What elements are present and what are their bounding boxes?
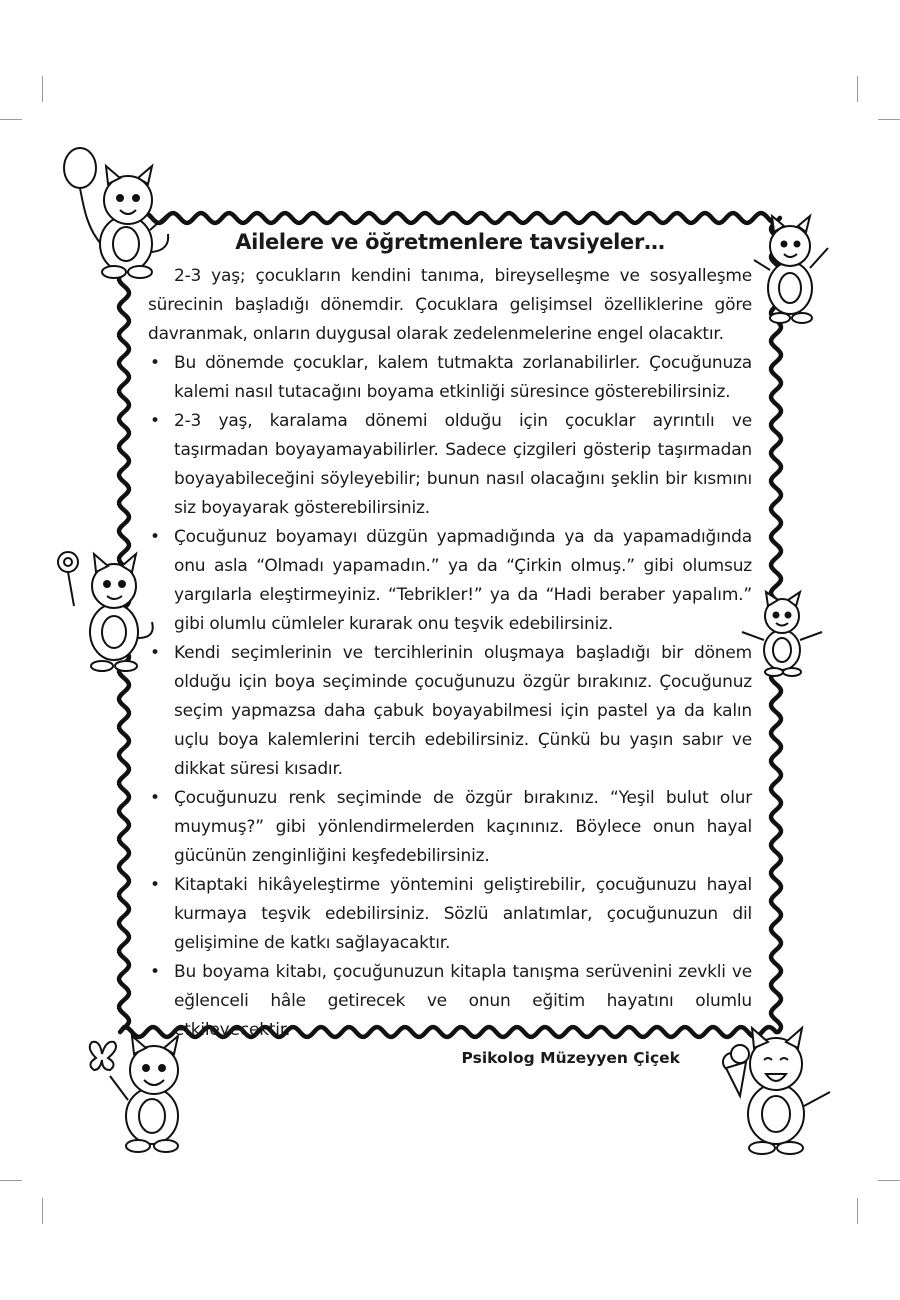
bullet-icon: • [150, 962, 160, 982]
bullet-icon: • [150, 788, 160, 808]
list-item: • Çocuğunuzu renk seçiminde de özgür bırakınız. “Yeşil bulut olur muymuş?” gibi yönlendirmelerden kaçınınız. Böylece onun hayal gücünün zenginliğini keşfedebilirsiniz. [148, 784, 752, 871]
intro-paragraph: 2-3 yaş; çocukların kendini tanıma, bireyselleşme ve sosyalleşme sürecinin başladığı dönemdir. Çocuklara gelişimsel özelliklerine göre davranmak, onların duygusal olarak zedelenmelerine engel olacaktır. [148, 266, 752, 344]
advice-list [148, 349, 752, 1045]
list-item: • 2-3 yaş, karalama dönemi olduğu için çocuklar ayrıntılı ve taşırmadan boyayamayabilirler. Sadece çizgileri gösterip taşırmadan boyayabileceğini söyleyebilir; bunun nasıl olacağını şeklin bir kısmını siz boyayarak gösterebilirsiniz. [148, 407, 752, 523]
advice-text-panel [148, 222, 752, 1067]
bullet-icon: • [150, 527, 160, 547]
bullet-icon: • [150, 411, 160, 431]
cat-with-flower-illustration [52, 542, 162, 677]
butterfly-icon [90, 1042, 116, 1070]
author-signature: Psikolog Müzeyyen Çiçek [461, 1049, 680, 1067]
bullet-icon: • [150, 875, 160, 895]
page-title: Ailelere ve öğretmenlere tavsiyeler… [235, 230, 665, 254]
list-item: • Bu boyama kitabı, çocuğunuzun kitapla tanışma serüvenini zevkli ve eğlenceli hâle getirecek ve onun eğitim hayatını olumlu etkileyecektir. [148, 958, 752, 1045]
list-item: • Bu dönemde çocuklar, kalem tutmakta zorlanabilirler. Çocuğunuza kalemi nasıl tutacağını boyama etkinliği süresince gösterebilirsiniz. [148, 349, 752, 407]
list-item: • Kitaptaki hikâyeleştirme yöntemini geliştirebilir, çocuğunuzu hayal kurmaya teşvik edebilirsiniz. Sözlü anlatımlar, çocuğunuzun dil gelişimine de katkı sağlayacaktır. [148, 871, 752, 958]
cat-waving-illustration [742, 208, 842, 333]
bullet-icon: • [150, 353, 160, 373]
balloon-icon [64, 148, 96, 188]
bullet-icon: • [150, 643, 160, 663]
list-item: • Kendi seçimlerinin ve tercihlerinin oluşmaya başladığı bir dönem olduğu için boya seçiminde çocuğunuzu özgür bırakınız. Çocuğunuz seçim yapmazsa daha çabuk boyayabilmesi için pastel ya da kalın uçlu boya kalemlerini tercih edebilirsiniz. Çünkü bu yaşın sabır ve dikkat süresi kısadır. [148, 639, 752, 784]
list-item: • Çocuğunuz boyamayı düzgün yapmadığında ya da yapamadığında onu asla “Olmadı yapamadın.” ya da “Çirkin olmuş.” gibi olumsuz yargılarla eleştirmeyiniz. “Tebrikler!” ya da “Hadi beraber yapalım.” gibi olumlu cümleler kurarak onu teşvik edebilirsiniz. [148, 523, 752, 639]
